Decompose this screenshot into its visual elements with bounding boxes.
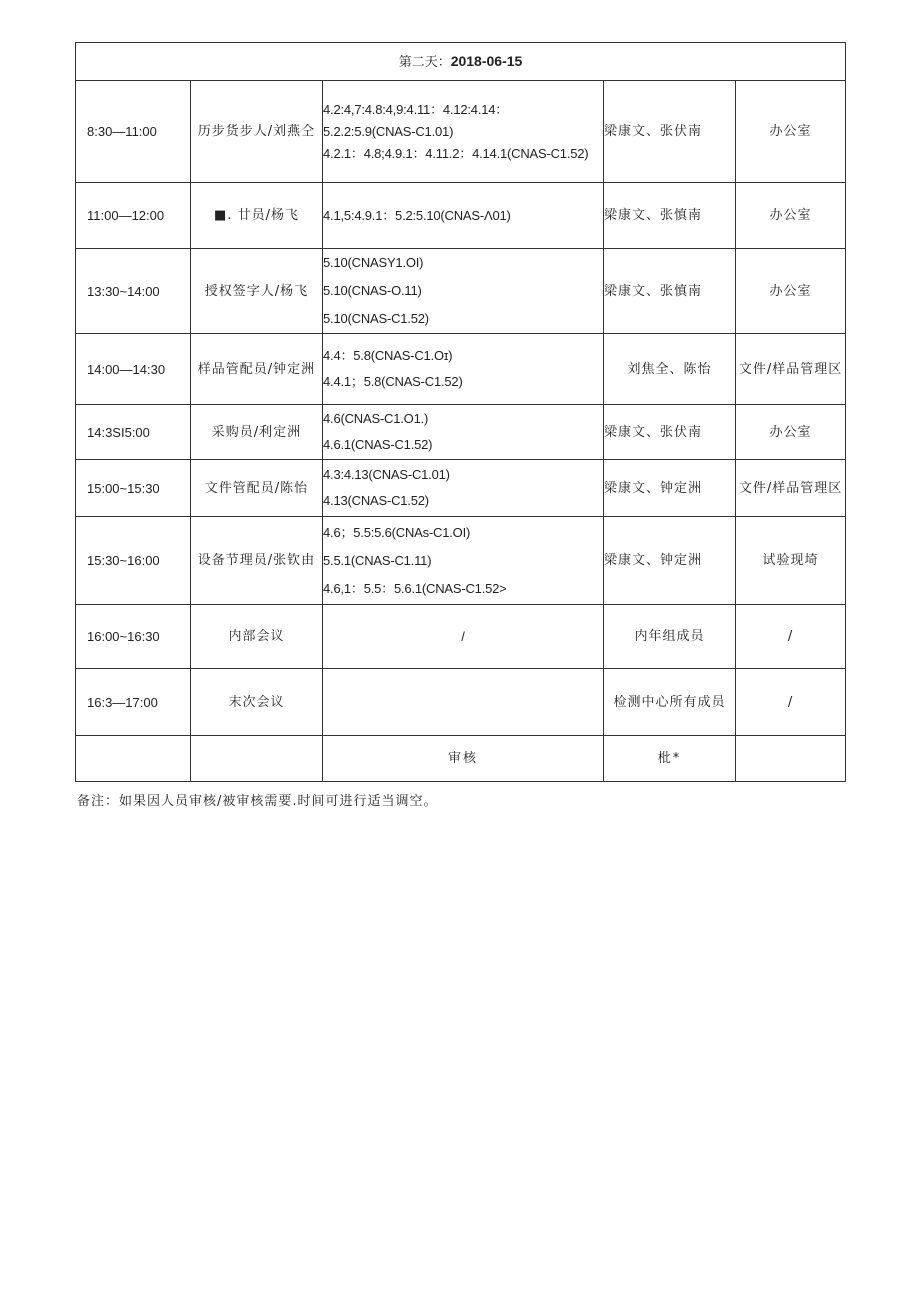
clause-cell [323, 605, 604, 669]
day-date: 2018-06-15 [450, 52, 523, 69]
clause-line: 4.1,5:4.9.1：5.2:5.10(CNAS-Λ01) [323, 207, 511, 223]
table-row [76, 517, 846, 605]
auditor-cell: 梁康文、张伏南 [604, 405, 736, 460]
clause-cell [323, 81, 604, 183]
clause-line: 4.2:4,7:4.8:4,9:4.11：4.12:4.14： [323, 101, 509, 117]
clause-line: 5.10(CNAS-C1.52) [323, 311, 429, 326]
day-label: 第二天： [398, 54, 451, 70]
auditor-cell: 检测中心所有成员 [604, 669, 736, 736]
clause-line: 4.2.1：4.8;4.9.1：4.11.2：4.14.1(CNAS-C1.52) [323, 145, 589, 161]
clause-line: 4.6,1：5.5：5.6.1(CNAS-C1.52> [323, 580, 507, 596]
role-cell: ■. 廿员/杨飞 [191, 183, 323, 249]
role-cell: 文件管配员/陈怡 [191, 460, 323, 517]
time-cell: 11:00—12:00 [76, 183, 191, 249]
clause-cell [323, 460, 604, 517]
day-header-row [76, 43, 846, 81]
role-cell: 历步货步人/刘燕仝 [191, 81, 323, 183]
clause-line: 5.2.2:5.9(CNAS-C1.01) [323, 123, 454, 139]
time-cell: 8:30—11:00 [76, 81, 191, 183]
approve-label: 枇* [604, 736, 736, 782]
time-cell: 15:00~15:30 [76, 460, 191, 517]
clause-line: 4.13(CNAS-C1.52) [323, 493, 429, 508]
empty-cell [191, 736, 323, 782]
empty-cell [736, 736, 846, 782]
location-cell: 试验现埼 [736, 517, 846, 605]
table-row [76, 605, 846, 669]
location-cell: 办公室 [736, 249, 846, 334]
clause-cell [323, 249, 604, 334]
time-cell: 14:3SI5:00 [76, 405, 191, 460]
role-cell: 样品管配员/钟定洲 [191, 334, 323, 405]
empty-cell [76, 736, 191, 782]
role-cell: 设备节理员/张钦由 [191, 517, 323, 605]
clause-line: 4.4：5.8(CNAS-C1.Oɪ) [323, 348, 453, 363]
clause-line: 4.6；5.5:5.6(CNAs-C1.OI) [323, 524, 471, 540]
day-header [76, 43, 846, 81]
clause-line: 5.5.1(CNAS-C1.11) [323, 552, 432, 568]
time-cell: 13:30~14:00 [76, 249, 191, 334]
clause-cell [323, 405, 604, 460]
time-cell: 14:00—14:30 [76, 334, 191, 405]
table-row [76, 669, 846, 736]
location-cell: / [736, 669, 846, 736]
table-row [76, 460, 846, 517]
footnote: 备注：如果因人员审核/被审核需要.时间可进行适当调空。 [77, 794, 438, 809]
clause-line: 4.3:4.13(CNAS-C1.01) [323, 467, 450, 482]
table-row [76, 249, 846, 334]
location-cell: 办公室 [736, 81, 846, 183]
clause-line: 5.10(CNASY1.OI) [323, 255, 424, 270]
location-cell: / [736, 605, 846, 669]
clause-cell [323, 517, 604, 605]
auditor-cell: 刘焦全、陈怡 [604, 334, 736, 405]
table-row [76, 405, 846, 460]
table-row [76, 183, 846, 249]
time-cell: 15:30~16:00 [76, 517, 191, 605]
table-row [76, 81, 846, 183]
auditor-cell: 梁康文、张慎南 [604, 249, 736, 334]
table-row [76, 334, 846, 405]
auditor-cell: 梁康文、钟定洲 [604, 517, 736, 605]
location-cell: 办公室 [736, 183, 846, 249]
time-cell: 16:3—17:00 [76, 669, 191, 736]
clause-cell [323, 183, 604, 249]
audit-schedule-table [75, 42, 846, 782]
clause-line: 4.6(CNAS-C1.O1.) [323, 411, 429, 426]
location-cell: 文件/样品管理区 [736, 334, 846, 405]
auditor-cell: 梁康文、钟定洲 [604, 460, 736, 517]
time-cell: 16:00~16:30 [76, 605, 191, 669]
location-cell: 办公室 [736, 405, 846, 460]
clause-line: 4.6.1(CNAS-C1.52) [323, 437, 433, 452]
clause-line: 4.4.1；5.8(CNAS-C1.52) [323, 374, 463, 389]
role-cell: 末次会议 [191, 669, 323, 736]
clause-line: 5.10(CNAS-O.11) [323, 283, 422, 298]
auditor-cell: 梁康文、张伏南 [604, 81, 736, 183]
auditor-cell: 内年组成员 [604, 605, 736, 669]
location-cell: 文件/样品管理区 [736, 460, 846, 517]
role-cell: 采购员/利定洲 [191, 405, 323, 460]
signature-row [76, 736, 846, 782]
clause-cell [323, 669, 604, 736]
role-cell: 内部会议 [191, 605, 323, 669]
role-cell: 授权签字人/杨飞 [191, 249, 323, 334]
review-label: 审核 [323, 736, 604, 782]
clause-cell [323, 334, 604, 405]
auditor-cell: 梁康文、张慎南 [604, 183, 736, 249]
clause-line: / [461, 628, 465, 644]
